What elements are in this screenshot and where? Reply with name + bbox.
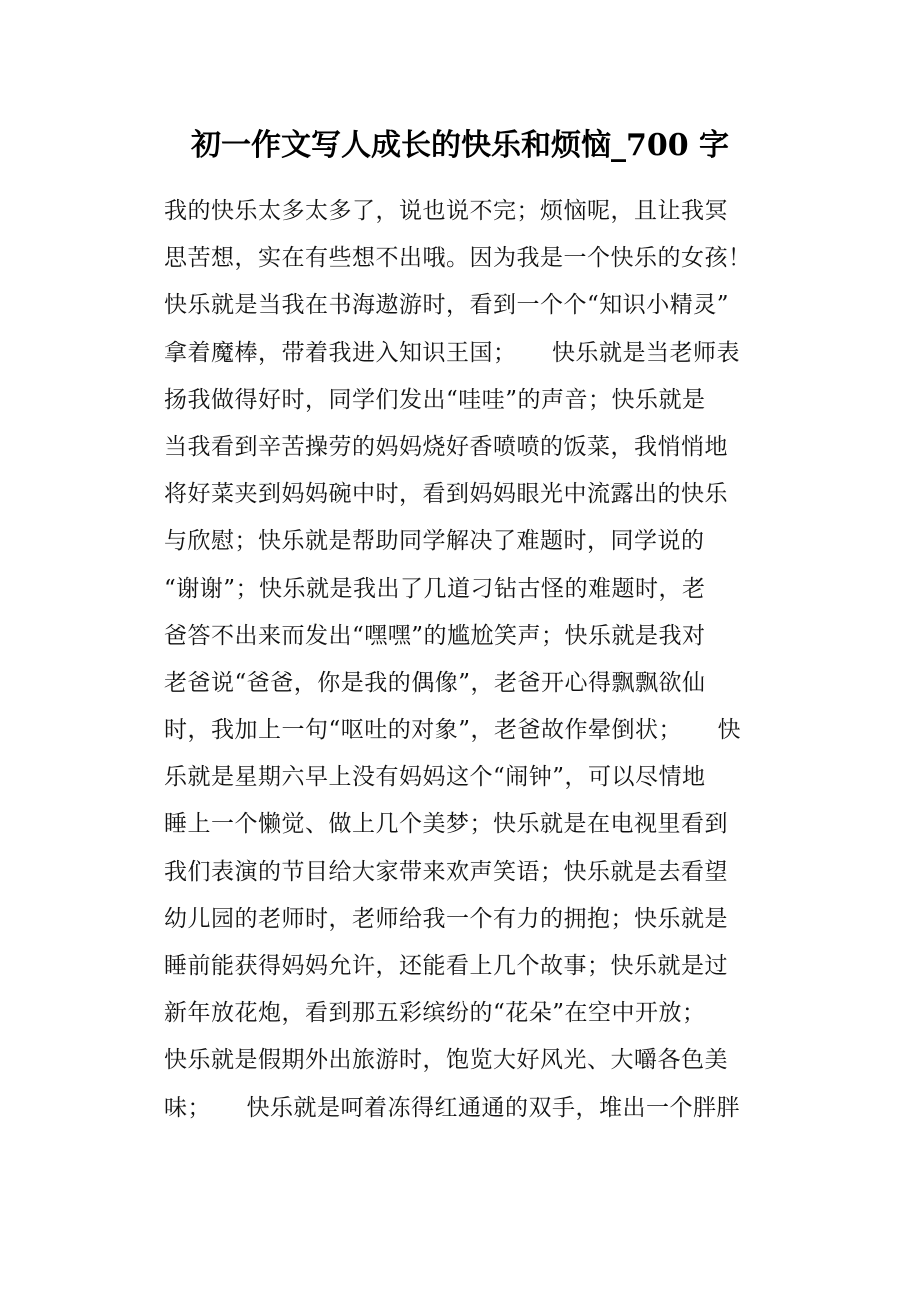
body-line: 与欣慰；快乐就是帮助同学解决了难题时，同学说的 <box>164 528 705 555</box>
body-line: 快乐就是当我在书海遨游时，看到一个个“知识小精灵” <box>164 292 730 319</box>
document-title: 初一作文写人成长的快乐和烦恼_700 字 <box>190 128 730 163</box>
body-line: 睡前能获得妈妈允许，还能看上几个故事；快乐就是过 <box>164 953 728 979</box>
body-line: 睡上一个懒觉、做上几个美梦；快乐就是在电视里看到 <box>164 811 728 838</box>
body-line: 老爸说“爸爸，你是我的偶像”，老爸开心得飘飘欲仙 <box>164 669 706 696</box>
body-line: 拿着魔棒，带着我进入知识王国； 快乐就是当老师表 <box>164 339 740 366</box>
body-line: 思苦想，实在有些想不出哦。因为我是一个快乐的女孩！ <box>164 245 752 272</box>
body-line: 快乐就是假期外出旅游时，饱览大好风光、大嚼各色美 <box>164 1047 728 1074</box>
document-body <box>164 188 774 1132</box>
body-line: “谢谢”；快乐就是我出了几道刁钻古怪的难题时，老 <box>164 575 706 602</box>
body-line: 时，我加上一句“呕吐的对象”，老爸故作晕倒状； 快 <box>164 717 742 744</box>
body-line: 幼儿园的老师时，老师给我一个有力的拥抱；快乐就是 <box>164 905 728 932</box>
body-line: 爸答不出来而发出“嘿嘿”的尴尬笑声；快乐就是我对 <box>164 622 706 649</box>
body-line: 扬我做得好时，同学们发出“哇哇”的声音；快乐就是 <box>164 386 706 413</box>
body-line: 将好菜夹到妈妈碗中时，看到妈妈眼光中流露出的快乐 <box>164 481 728 508</box>
body-line: 新年放花炮，看到那五彩缤纷的“花朵”在空中开放； <box>164 1000 706 1027</box>
body-line: 乐就是星期六早上没有妈妈这个“闹钟”，可以尽情地 <box>164 764 706 791</box>
body-line: 当我看到辛苦操劳的妈妈烧好香喷喷的饭菜，我悄悄地 <box>164 433 728 460</box>
body-line: 我的快乐太多太多了，说也说不完；烦恼呢，且让我冥 <box>164 198 728 224</box>
body-line: 味； 快乐就是呵着冻得红通通的双手，堆出一个胖胖 <box>164 1094 740 1121</box>
body-line: 我们表演的节目给大家带来欢声笑语；快乐就是去看望 <box>164 858 728 885</box>
